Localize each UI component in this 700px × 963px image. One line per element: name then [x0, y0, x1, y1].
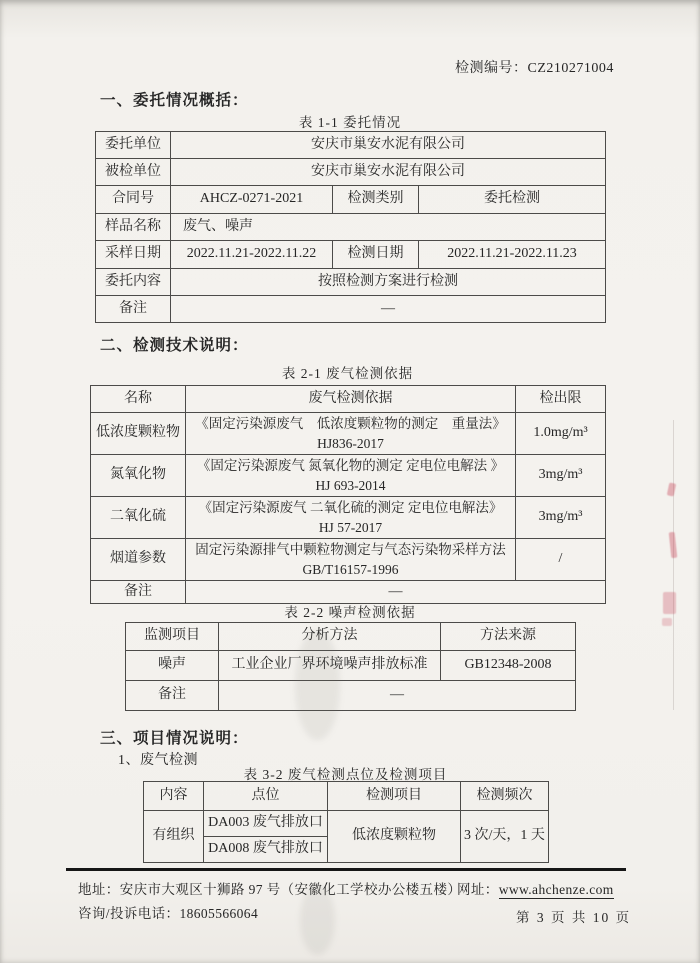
method-cell — [186, 413, 516, 455]
red-stamp-artifact — [669, 532, 678, 558]
table-row — [144, 811, 549, 837]
detection-limit: / — [516, 539, 606, 581]
row-label: 被检单位 — [96, 159, 171, 186]
frequency-cell: 3 次/天，1 天 — [461, 811, 549, 863]
method-code: HJ 693-2014 — [315, 477, 386, 493]
table-row — [126, 651, 576, 681]
column-header: 分析方法 — [219, 623, 441, 651]
column-header: 方法来源 — [441, 623, 576, 651]
row-value: 2022.11.21-2022.11.22 — [171, 241, 333, 269]
paper-edge-artifact — [673, 420, 674, 710]
method-title: 《固定污染源废气 氮氧化物的测定 定电位电解法 》 — [196, 457, 505, 473]
row-label: 合同号 — [96, 186, 171, 214]
table-2-2-noise-methods — [125, 622, 576, 711]
row-label: 采样日期 — [96, 241, 171, 269]
row-value: — — [171, 296, 606, 323]
table-row — [91, 455, 606, 497]
note-value: — — [219, 681, 576, 711]
table-row — [96, 214, 606, 241]
table-row — [96, 269, 606, 296]
note-label: 备注 — [91, 581, 186, 604]
table-1-1-caption: 表 1-1 委托情况 — [298, 115, 402, 130]
param-name: 氮氧化物 — [91, 455, 186, 497]
method-code: GB/T16157-1996 — [302, 561, 399, 577]
footer-address: 地址：安庆市大观区十狮路 97 号（安徽化工学校办公楼五楼） — [78, 882, 462, 897]
method-cell — [186, 539, 516, 581]
method-cell — [186, 455, 516, 497]
row-value: AHCZ-0271-2021 — [171, 186, 333, 214]
method-code: HJ836-2017 — [317, 435, 384, 451]
monitor-item: 噪声 — [126, 651, 219, 681]
group-cell: 有组织 — [144, 811, 204, 863]
param-name: 低浓度颗粒物 — [91, 413, 186, 455]
table-2-1-gas-methods — [90, 385, 606, 604]
method-cell — [186, 497, 516, 539]
detection-limit: 1.0mg/m³ — [516, 413, 606, 455]
table-header-row — [126, 623, 576, 651]
table-header-row — [91, 386, 606, 413]
red-stamp-artifact — [662, 618, 672, 626]
row-value2: 2022.11.21-2022.11.23 — [419, 241, 606, 269]
param-name: 二氧化硫 — [91, 497, 186, 539]
table-row — [96, 186, 606, 214]
table-row — [96, 241, 606, 269]
point-cell: DA008 废气排放口 — [204, 837, 328, 863]
column-header: 内容 — [144, 782, 204, 811]
website-url: www.ahchenze.com — [498, 882, 614, 897]
table-row — [96, 132, 606, 159]
footer-divider — [66, 868, 626, 871]
section2-heading: 二、检测技术说明： — [100, 337, 249, 354]
table-row — [91, 413, 606, 455]
row-value: 安庆市巢安水泥有限公司 — [171, 159, 606, 186]
section1-heading: 一、委托情况概括： — [100, 92, 249, 109]
red-stamp-artifact — [663, 592, 676, 614]
point-cell: DA003 废气排放口 — [204, 811, 328, 837]
table-3-2-caption: 表 3-2 废气检测点位及检测项目 — [243, 767, 448, 782]
note-label: 备注 — [126, 681, 219, 711]
table-3-2-gas-points — [143, 781, 549, 863]
website-label: 网址： — [457, 882, 499, 897]
footer-phone: 咨询/投诉电话：18605566064 — [78, 906, 259, 921]
row-value: 安庆市巢安水泥有限公司 — [171, 132, 606, 159]
column-header: 名称 — [91, 386, 186, 413]
row-label: 样品名称 — [96, 214, 171, 241]
table-1-1-commission-info — [95, 131, 606, 323]
row-label: 备注 — [96, 296, 171, 323]
param-name: 烟道参数 — [91, 539, 186, 581]
column-header: 检测项目 — [328, 782, 461, 811]
table-row — [96, 296, 606, 323]
table-2-2-caption: 表 2-2 噪声检测依据 — [284, 605, 416, 620]
footer-website — [457, 878, 614, 898]
row-label: 委托内容 — [96, 269, 171, 296]
detection-limit: 3mg/m³ — [516, 497, 606, 539]
table-row — [96, 159, 606, 186]
column-header: 点位 — [204, 782, 328, 811]
method-title: 固定污染源排气中颗粒物测定与气态污染物采样方法 — [195, 541, 506, 557]
report-number: 检测编号：CZ210271004 — [455, 61, 614, 76]
section3-sub-heading: 1、废气检测 — [118, 753, 198, 768]
method-code: HJ 57-2017 — [318, 519, 383, 535]
page-number: 第 3 页 共 10 页 — [516, 910, 632, 925]
method-source: GB12348-2008 — [441, 651, 576, 681]
section3-heading: 三、项目情况说明： — [100, 730, 249, 747]
column-header: 检出限 — [516, 386, 606, 413]
row-value: 废气、噪声 — [171, 214, 606, 241]
note-value: — — [186, 581, 606, 604]
row-label2: 检测类别 — [333, 186, 419, 214]
column-header: 废气检测依据 — [186, 386, 516, 413]
item-cell: 低浓度颗粒物 — [328, 811, 461, 863]
table-row — [91, 497, 606, 539]
row-label2: 检测日期 — [333, 241, 419, 269]
table-note-row — [126, 681, 576, 711]
row-value: 按照检测方案进行检测 — [171, 269, 606, 296]
bleedthrough-artifact — [295, 630, 340, 740]
bleedthrough-artifact — [300, 885, 335, 955]
analysis-method: 工业企业厂界环境噪声排放标准 — [219, 651, 441, 681]
row-label: 委托单位 — [96, 132, 171, 159]
table-header-row — [144, 782, 549, 811]
table-2-1-caption: 表 2-1 废气检测依据 — [281, 366, 414, 381]
method-title: 《固定污染源废气 二氧化硫的测定 定电位电解法》 — [198, 499, 503, 515]
red-stamp-artifact — [667, 482, 677, 496]
row-value2: 委托检测 — [419, 186, 606, 214]
table-row — [91, 539, 606, 581]
column-header: 监测项目 — [126, 623, 219, 651]
detection-limit: 3mg/m³ — [516, 455, 606, 497]
method-title: 《固定污染源废气 低浓度颗粒物的测定 重量法》 — [195, 415, 506, 431]
column-header: 检测频次 — [461, 782, 549, 811]
